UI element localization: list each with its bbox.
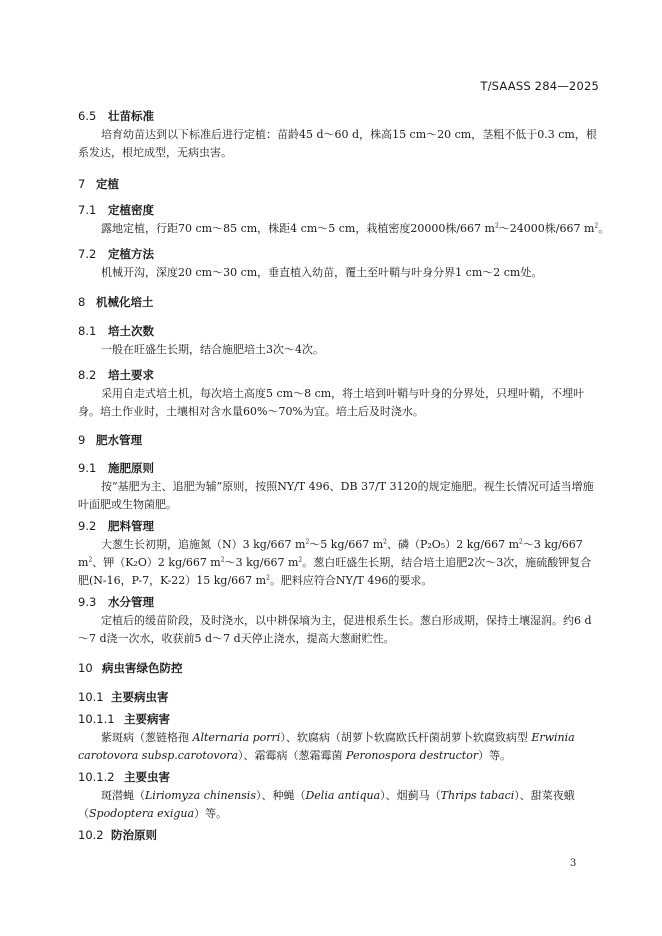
standard-code: T/SAASS 284—2025 [480,79,599,93]
heading-title: 定植密度 [108,203,154,217]
heading-title: 培土次数 [108,324,154,338]
paragraph-8-2: 采用自走式培土机，每次培土高度5 cm～8 cm，将土培到叶鞘与叶身的分界处，只埋叶鞘，不埋叶身。培土作业时，土壤相对含水量60%～70%为宜。培土后及时浇水。 [78,387,585,418]
heading-number: 9.3 [78,595,97,609]
superscript: 2 [519,538,523,546]
heading-title: 机械化培土 [96,295,154,309]
heading-title: 施肥原则 [108,461,154,475]
text-run: ～24000株/667 m [498,222,595,235]
heading-title: 培土要求 [108,368,154,382]
paragraph-10-1-2 [78,787,598,823]
latin-name: Liriomyza chinensis [145,789,256,802]
heading-7-1 [78,202,154,218]
text-run: ）、霜霉病（葱霜霉菌 [238,749,347,762]
heading-title: 水分管理 [108,595,154,609]
heading-number: 10.1.1 [78,712,115,726]
heading-9-1 [78,460,154,476]
text-run: ～3 kg/667 m [224,556,299,569]
superscript: 2 [494,222,499,230]
text-run: 大葱生长初期，追施氮（N）3 kg/667 m [101,538,306,551]
heading-title: 壮苗标准 [108,109,154,123]
text-run: 、磷（P₂O₅）2 kg/667 m [386,538,520,551]
latin-name: Alternaria porri [192,731,281,744]
heading-10-1-1 [78,711,170,727]
page-number: 3 [570,858,577,869]
heading-number: 10 [78,661,93,675]
heading-number: 7.1 [78,203,97,217]
paragraph-7-1 [78,220,610,238]
text-run: 。肥料应符合NY/T 496的要求。 [269,574,433,587]
heading-number: 7 [78,177,86,191]
heading-number: 8.1 [78,324,97,338]
heading-title: 病虫害绿色防控 [102,661,183,675]
paragraph-6-5: 培育幼苗达到以下标准后进行定植：苗龄45 d～60 d，株高15 cm～20 cm，茎粗不低于0.3 cm，根系发达，根坨成型，无病虫害。 [78,128,597,159]
heading-8-1 [78,323,154,339]
text-run: ～5 kg/667 m [309,538,384,551]
heading-title: 防治原则 [111,828,157,842]
text-run: ）、烟蓟马（ [380,789,441,802]
heading-title: 定植方法 [108,247,154,261]
latin-name: Delia antiqua [305,789,381,802]
text-run: ）等。 [194,807,228,820]
superscript: 2 [298,556,303,564]
superscript: 2 [305,538,310,546]
text-run: 紫斑病（葱链格孢 [101,731,193,744]
heading-number: 9.1 [78,461,97,475]
heading-8-2 [78,367,154,383]
heading-9 [78,432,142,448]
heading-title: 定植 [96,177,119,191]
text-run: ）、种蝇（ [255,789,306,802]
text-run: ）、甜菜夜蛾（ [78,789,575,820]
latin-name: Erwinia carotovora subsp.carotovora [78,731,575,762]
paragraph-9-3: 定植后的缓苗阶段，及时浇水，以中耕保墒为主，促进根系生长。葱白形成期，保持土壤湿润。约6 d～7 d浇一次水，收获前5 d～7 d天停止浇水，提高大葱耐贮性。 [78,614,592,645]
heading-10 [78,660,183,676]
heading-7-2 [78,246,154,262]
text-run: ）等。 [478,749,512,762]
latin-name: Thrips tabaci [440,789,515,802]
superscript: 2 [383,538,387,546]
text-run: 、钾（K₂O）2 kg/667 m [92,556,221,569]
heading-9-3 [78,594,154,610]
text-run: 斑潜蝇（ [101,789,145,802]
heading-title: 主要病虫害 [111,690,169,704]
paragraph-9-2 [78,536,598,590]
superscript: 2 [266,574,270,582]
heading-number: 8.2 [78,368,97,382]
text-run: ～3 kg/667 m [78,538,583,569]
heading-number: 7.2 [78,247,97,261]
heading-number: 10.1 [78,690,104,704]
text-run: 露地定植，行距70 cm～85 cm，株距4 cm～5 cm，栽植密度20000株/667 m [101,222,495,235]
heading-number: 10.1.2 [78,770,115,784]
heading-number: 9.2 [78,519,97,533]
heading-number: 8 [78,295,86,309]
superscript: 2 [594,222,599,230]
text-run: 。 [598,222,610,235]
latin-name: Peronospora destructor [346,749,479,762]
paragraph-7-2: 机械开沟，深度20 cm～30 cm，垂直植入幼苗，覆土至叶鞘与叶身分界1 cm～2 cm处。 [101,266,543,279]
heading-number: 10.2 [78,828,104,842]
heading-title: 肥水管理 [96,433,142,447]
paragraph-10-1-1 [78,729,598,765]
heading-10-1-2 [78,769,170,785]
heading-6-5 [78,108,154,124]
superscript: 2 [88,556,93,564]
heading-7 [78,176,119,192]
heading-number: 6.5 [78,109,97,123]
text-run: ）、软腐病（胡萝卜软腐欧氏杆菌胡萝卜软腐致病型 [280,731,532,744]
heading-10-2 [78,827,157,843]
text-run: 。葱白旺盛生长期，结合培土追肥2次～3次，施硫酸钾复合肥(N-16，P-7，K-22）15 kg/667 m [78,556,592,587]
heading-10-1 [78,689,169,705]
paragraph-9-1: 按“基肥为主、追肥为辅”原则，按照NY/T 496、DB 37/T 3120的规定施肥。视生长情况可适当增施叶面肥或生物菌肥。 [78,480,594,511]
superscript: 2 [220,556,225,564]
heading-title: 主要虫害 [124,770,170,784]
heading-title: 主要病害 [124,712,170,726]
heading-title: 肥料管理 [108,519,154,533]
heading-8 [78,294,154,310]
heading-number: 9 [78,433,86,447]
heading-9-2 [78,518,154,534]
latin-name: Spodoptera exigua [89,807,195,820]
paragraph-8-1: 一般在旺盛生长期，结合施肥培土3次～4次。 [101,343,324,356]
